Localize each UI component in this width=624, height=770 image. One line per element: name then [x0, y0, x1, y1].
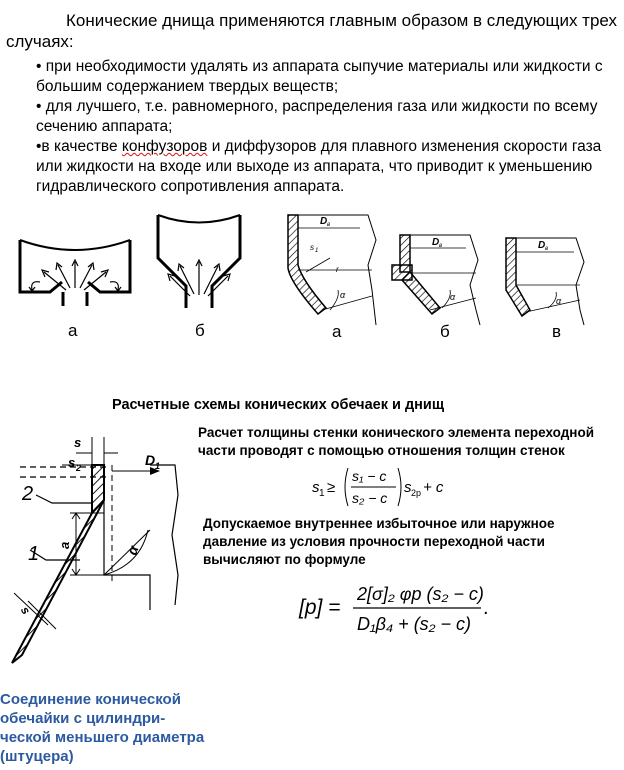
formula-plus-c: + c [423, 479, 444, 496]
figure-label: а [332, 322, 342, 341]
bullet-list [36, 57, 616, 197]
symbol-sub: в [545, 246, 549, 252]
label-sub: 2 [76, 463, 82, 473]
spellcheck-word: конфузоров [121, 138, 208, 155]
formula-sub: 2р [411, 488, 422, 498]
formula-den: s₂ − c [352, 490, 388, 506]
formula-thickness-ratio [310, 462, 470, 512]
figure-label: б [440, 322, 450, 341]
symbol-sub: в [439, 243, 443, 249]
intro-lead: Конические днища применяются главным образом в следующих трех случаях: [6, 11, 618, 51]
formula-geq: ≥ [327, 479, 336, 496]
label-s: s [74, 435, 82, 450]
symbol-alpha: α [450, 292, 456, 302]
symbol-d: D [432, 237, 440, 248]
label-s2: s [68, 455, 76, 470]
label-alpha1: α [123, 543, 142, 558]
joint-figures [280, 210, 620, 345]
intro-paragraph [6, 10, 618, 52]
bullet-item: • для лучшего, т.е. равномерного, распределения газа или жидкости по всему сечению аппарата; [36, 98, 598, 135]
scheme-caption: Соединение конической обечайки с цилиндри-ческой меньшего диаметра (штуцера) [0, 691, 205, 765]
formula-s2p: s [404, 479, 412, 496]
symbol-r: r [336, 265, 339, 274]
symbol-s1: s [310, 243, 314, 252]
bullet-item: • при необходимости удалять из аппарата сыпучие материалы или жидкости с большим содержанием твердых веществ; [36, 58, 603, 95]
joint-figure-a [288, 215, 376, 325]
label-s1: s [17, 604, 34, 617]
joint-figure-b [392, 235, 480, 325]
formula-num: s₁ − c [352, 468, 387, 484]
paragraph-ratio: Расчет толщины стенки конического элемента переходной части проводят с помощью отношения толщин стенок [198, 425, 594, 458]
joint-figure-c [506, 238, 584, 325]
formula-pressure [295, 578, 505, 640]
figure-label: б [195, 321, 205, 340]
formula-den: D₁β₄ + (s₂ − c) [357, 614, 472, 634]
label-a2: a [57, 541, 72, 549]
bullet-text: и диффузоров для плавного изменения скорости газа или жидкости на входе или выходе из аппарата, что приводит к уменьшению гидравлического сопротивления аппарата. [36, 138, 602, 195]
symbol-d: D [320, 216, 328, 227]
symbol-alpha: α [340, 290, 346, 300]
formula-num: 2[σ]₂ φр (s₂ − c) [357, 584, 484, 604]
conical-shell-scheme [0, 425, 205, 680]
formula-s1: s [312, 479, 320, 496]
section-heading: Расчетные схемы конических обечаек и днищ [112, 397, 445, 413]
figure-label: в [552, 322, 562, 341]
label-d1: D [145, 452, 156, 468]
paragraph-pressure: Допускаемое внутреннее избыточное или наружное давление из условия прочности переходной части вычисляют по формуле [203, 516, 555, 567]
label-one: 1 [28, 543, 40, 565]
symbol-sub: 1 [315, 248, 319, 254]
symbol-sub: в [327, 222, 331, 228]
formula-sub: 1 [319, 488, 325, 499]
figure-label: а [68, 321, 78, 340]
flow-figures [0, 210, 270, 340]
flow-arrows-a [29, 260, 121, 291]
formula-lhs: [p] = [299, 596, 341, 619]
label-sub: 1 [155, 461, 161, 471]
symbol-d: D [538, 240, 546, 251]
bullet-item [36, 137, 616, 197]
label-two: 2 [22, 483, 34, 505]
symbol-alpha: α [556, 296, 562, 306]
bullet-text: •в качестве [36, 138, 122, 155]
formula-dot: . [483, 597, 489, 619]
